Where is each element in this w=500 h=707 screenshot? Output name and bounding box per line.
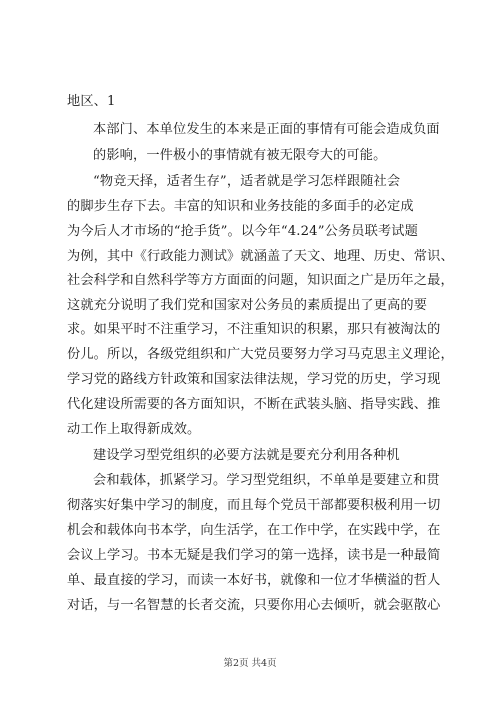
text-line: 会议上学习。书本无疑是我们学习的第一选择，读书是一种最简 [67,548,441,563]
text-line: 份儿。所以，各级党组织和广大党员要努力学习马克思主义理论， [67,347,454,362]
text-line: 求。如果平时不注重学习，不注重知识的积累，那只有被淘汰的 [67,322,441,337]
text-line: 的脚步生存下去。丰富的知识和业务技能的多面手的必定成 [67,199,414,214]
text-line: 建设学习型党组织的必要方法就是要充分利用各种机 [93,448,400,463]
text-line: 地区、1 [67,94,116,109]
text-line: 彻落实好集中学习的制度，而且每个党员干部都要积极利用一切 [67,498,441,513]
text-line: 为例，其中《行政能力测试》就涵盖了天文、地理、历史、常识、 [67,249,454,264]
text-line: 本部门、本单位发生的本来是正面的事情有可能会造成负面 [93,122,440,137]
text-line: 学习党的路线方针政策和国家法律法规，学习党的历史，学习现 [67,372,441,387]
text-line: “物竞天择，适者生存”，适者就是学习怎样跟随社会 [93,174,401,189]
text-line: 动工作上取得新成效。 [67,422,201,437]
text-line: 会和载体，抓紧学习。学习型党组织，不单单是要建立和贯 [93,473,440,488]
text-line: 机会和载体向书本学，向生活学，在工作中学，在实践中学，在 [67,523,441,538]
text-line: 单、最直接的学习，而读一本好书，就像和一位才华横溢的哲人 [67,573,441,588]
text-line: 为今后人才市场的“抢手货”。以今年“4.24”公务员联考试题 [67,224,418,239]
text-line: 代化建设所需要的各方面知识，不断在武装头脑、指导实践、推 [67,397,441,412]
text-line: 这就充分说明了我们党和国家对公务员的素质提出了更高的要 [67,298,428,313]
text-line: 对话，与一名智慧的长者交流，只要你用心去倾听，就会驱散心 [67,598,441,613]
text-line: 的影响，一件极小的事情就有被无限夸大的可能。 [93,148,387,163]
text-line: 社会科学和自然科学等方方面面的问题，知识面之广是历年之最， [67,273,454,288]
page-number-footer: 第2页 共4页 [223,658,277,669]
